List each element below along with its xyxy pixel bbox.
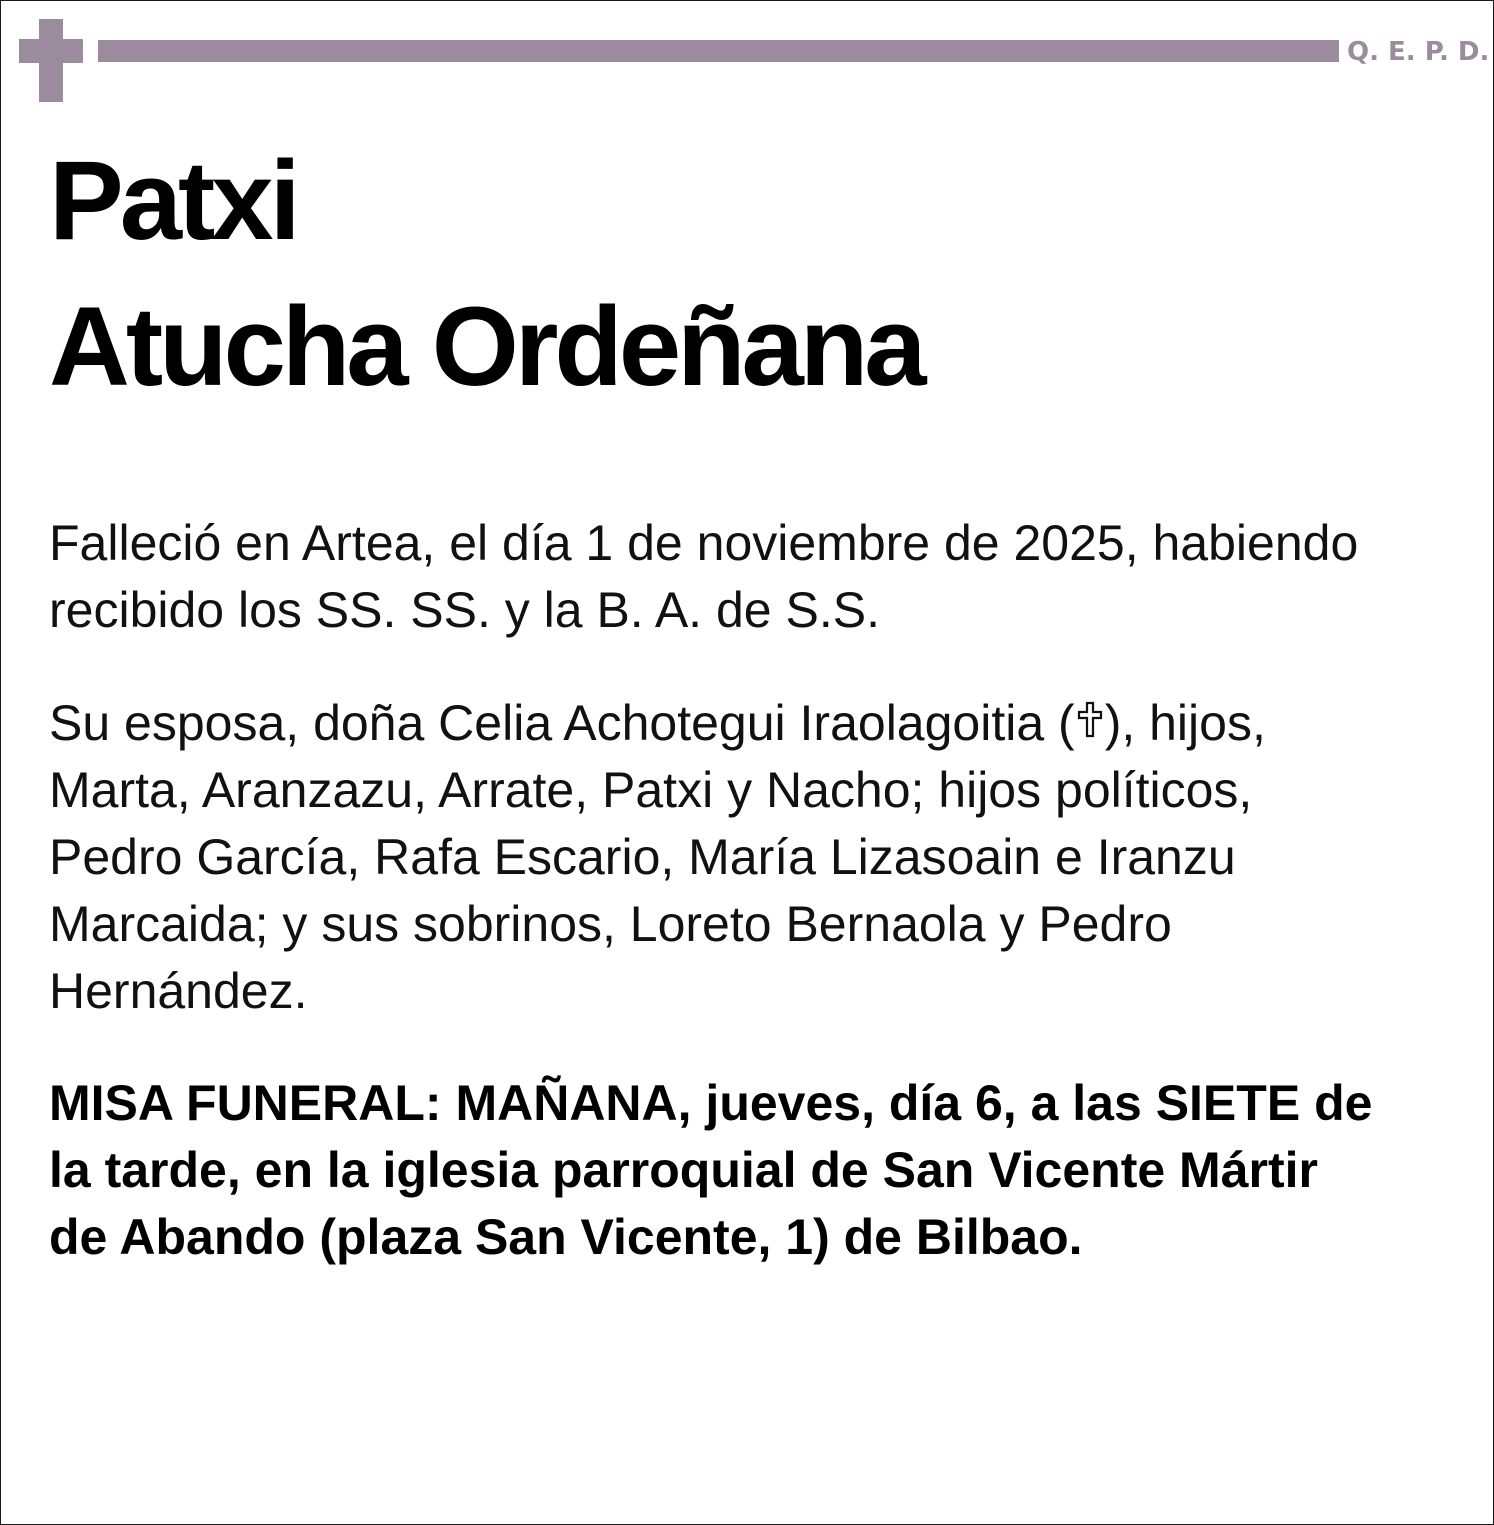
family-text: Su esposa, doña Celia Achotegui Iraolagoitia ( [49,695,1075,751]
family-paragraph [49,690,1459,1025]
paragraph-line: Hernández. [49,963,308,1019]
small-cross-icon [1075,700,1105,740]
header-rule [98,40,1339,62]
qepd-label: Q. E. P. D. [1347,37,1490,67]
paragraph-line: MISA FUNERAL: MAÑANA, jueves, día 6, a las SIETE de [49,1075,1373,1131]
death-notice-paragraph [49,510,1459,644]
paragraph-line: Marta, Aranzazu, Arrate, Patxi y Nacho; hijos políticos, [49,762,1253,818]
latin-cross-icon-bar [19,39,83,63]
funeral-paragraph [49,1070,1459,1271]
paragraph-line: de Abando (plaza San Vicente, 1) de Bilbao. [49,1209,1083,1265]
header [1,1,1494,111]
deceased-first-name: Patxi [49,138,297,263]
family-text: ), hijos, [1104,695,1266,751]
paragraph-line [49,690,1459,757]
paragraph-line: Falleció en Artea, el día 1 de noviembre de 2025, habiendo [49,515,1359,571]
paragraph-line: recibido los SS. SS. y la B. A. de S.S. [49,582,880,638]
paragraph-line: Pedro García, Rafa Escario, María Lizasoain e Iranzu [49,829,1236,885]
deceased-surnames: Atucha Ordeñana [49,284,923,409]
paragraph-line: Marcaida; y sus sobrinos, Loreto Bernaola y Pedro [49,896,1172,952]
paragraph-line: la tarde, en la iglesia parroquial de San Vicente Mártir [49,1142,1318,1198]
